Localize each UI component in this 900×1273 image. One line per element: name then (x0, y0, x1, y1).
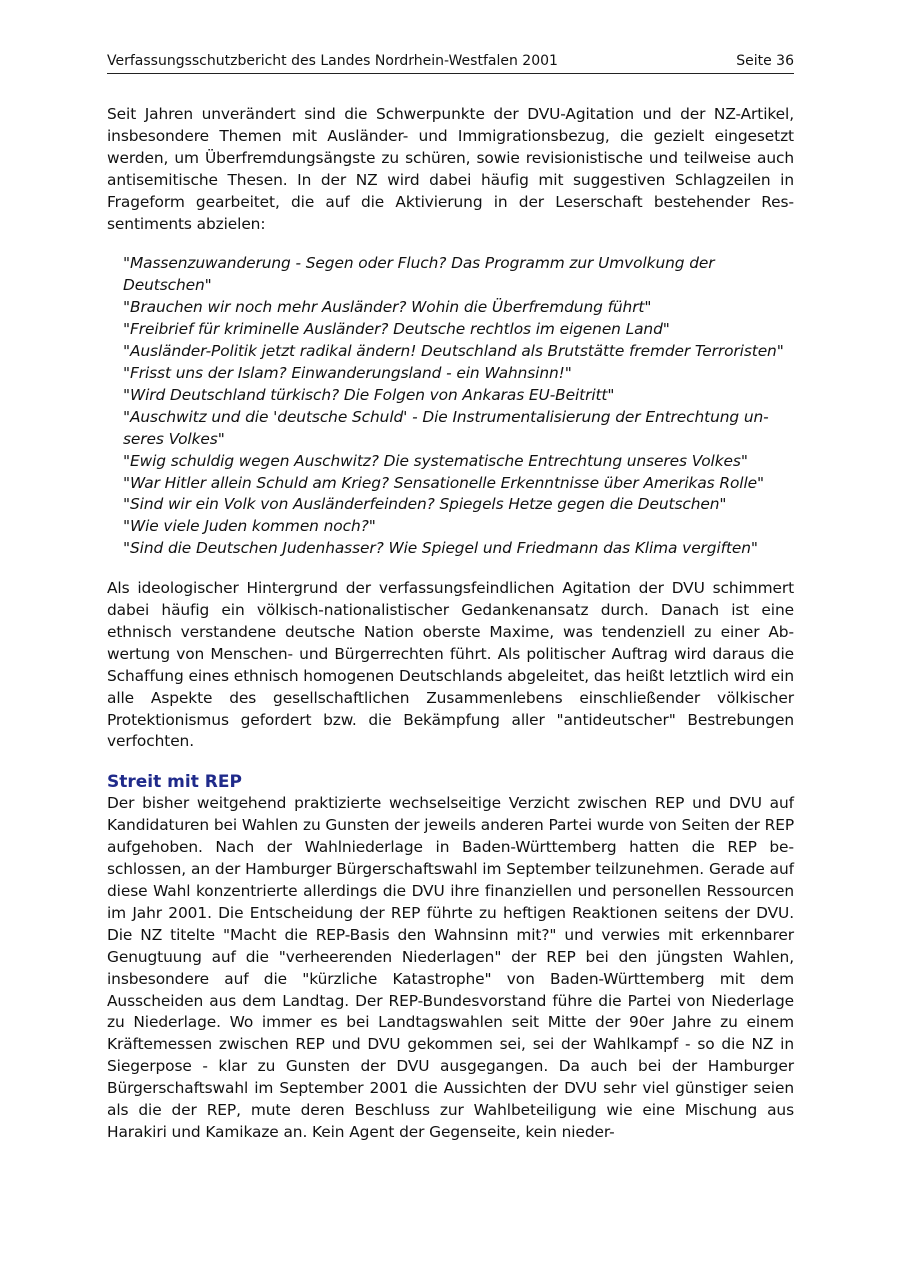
quote-item: "Auschwitz und die 'deutsche Schuld' - Die Instrumentalisierung der Entrechtung unseres Volkes" (123, 407, 769, 448)
quote-item: "Sind wir ein Volk von Ausländerfeinden? Spiegels Hetze gegen die Deutschen" (123, 495, 727, 514)
page-number: Seite 36 (736, 53, 794, 69)
page-header (107, 50, 794, 74)
header-title: Verfassungsschutzbericht des Landes Nordrhein-Westfalen 2001 (107, 53, 558, 69)
quote-item: "Wird Deutschland türkisch? Die Folgen von Ankaras EU-Beitritt" (123, 385, 615, 404)
quote-item: "Freibrief für kriminelle Ausländer? Deutsche rechtlos im eigenen Land" (123, 320, 670, 339)
document-page (107, 50, 794, 1144)
quote-item: "Ausländer-Politik jetzt radikal ändern! Deutschland als Brutstätte fremder Terroristen" (123, 342, 784, 361)
quote-item: "Frisst uns der Islam? Einwanderungsland - ein Wahnsinn!" (123, 363, 572, 382)
headline-quote-list (123, 253, 794, 560)
quote-item: "Ewig schuldig wegen Auschwitz? Die systematische Entrechtung unseres Volkes" (123, 451, 748, 470)
quote-item: "Massenzuwanderung - Segen oder Fluch? Das Programm zur Umvolkung der Deutschen" (123, 254, 715, 295)
quote-item: "Sind die Deutschen Judenhasser? Wie Spiegel und Friedmann das Klima vergiften" (123, 539, 758, 558)
section-heading: Streit mit REP (107, 772, 242, 793)
quote-item: "Wie viele Juden kommen noch?" (123, 517, 376, 536)
quote-item: "Brauchen wir noch mehr Ausländer? Wohin die Überfremdung führt" (123, 298, 652, 317)
paragraph-intro: Seit Jahren unverändert sind die Schwerpunkte der DVU-Agitation und der NZ-Artikel, insbesondere Themen mit Ausländer- und Immigrationsbezug, die gezielt eingesetzt werden, um Überfremdungsängste zu schüren, sowie revisionistische und teilweise auch antisemitische Thesen. In der NZ wird dabei häufig mit suggestiven Schlagzeilen in Frageform gearbeitet, die auf die Aktivierung in der Leserschaft bestehender Ressentiments abzielen: (107, 105, 794, 233)
paragraph-rep-dispute: Der bisher weitgehend praktizierte wechselseitige Verzicht zwischen REP und DVU auf Kandidaturen bei Wahlen zu Gunsten der jeweils anderen Partei wurde von Seiten der REP aufgehoben. Nach der Wahlniederlage in Baden-Württemberg hatten die REP beschlossen, an der Hamburger Bürgerschaftswahl im September teilzunehmen. Gerade auf diese Wahl konzentrierte allerdings die DVU ihre finanziellen und personellen Ressourcen im Jahr 2001. Die Entscheidung der REP führte zu heftigen Reaktionen seitens der DVU. Die NZ titelte "Macht die REP-Basis den Wahnsinn mit?" und verwies mit erkennbarer Genugtuung auf die "verheerenden Niederlagen" der REP bei den jüngsten Wahlen, insbesondere auf die "kürzliche Katastrophe" von Baden-Württemberg mit dem Ausscheiden aus dem Landtag. Der REP-Bundesvorstand führe die Partei von Niederlage zu Niederlage. Wo immer es bei Landtagswahlen seit Mitte der 90er Jahre zu einem Kräftemessen zwischen REP und DVU gekommen sei, sei der Wahlkampf - so die NZ in Siegerpose - klar zu Gunsten der DVU ausgegangen. Da auch bei der Hamburger Bürgerschaftswahl im September 2001 die Aussichten der DVU sehr viel günstiger seien als die der REP, mute deren Beschluss zur Wahlbeteiligung wie eine Mischung aus Harakiri und Kamikaze an. Kein Agent der Gegenseite, kein nieder- (107, 794, 794, 1141)
paragraph-ideology: Als ideologischer Hintergrund der verfassungsfeindlichen Agitation der DVU schimmert dabei häufig ein völkisch-nationalistischer Gedankenansatz durch. Danach ist eine ethnisch verstandene deutsche Nation oberste Maxime, was tendenziell zu einer Abwertung von Menschen- und Bürgerrechten führt. Als politischer Auftrag wird daraus die Schaffung eines ethnisch homogenen Deutschlands abgeleitet, das heißt letztlich wird ein alle Aspekte des gesellschaftlichen Zusammenlebens einschließender völkischer Protektionismus gefordert bzw. die Bekämpfung aller "antideutscher" Bestrebungen verfochten. (107, 579, 794, 751)
quote-item: "War Hitler allein Schuld am Krieg? Sensationelle Erkenntnisse über Amerikas Rolle" (123, 473, 765, 492)
